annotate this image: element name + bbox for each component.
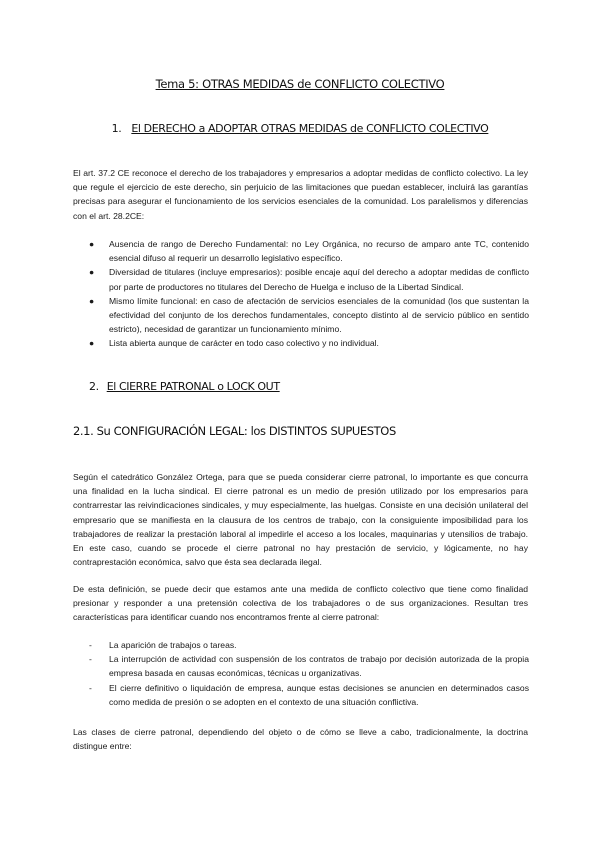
bullet-text: Diversidad de titulares (incluye empresarios): posible encaje aquí del derecho a adoptar medidas de conflicto por parte de productores no titulares del Derecho de Huelga e incluso de la Libertad Sindical. bbox=[109, 267, 529, 292]
dash-icon: - bbox=[89, 682, 92, 693]
list-item bbox=[89, 681, 529, 709]
bullet-icon: ● bbox=[89, 267, 95, 278]
list-item bbox=[89, 638, 529, 652]
section-2-1-paragraph-3: Las clases de cierre patronal, dependiendo del objeto o de cómo se lleve a cabo, tradicionalmente, la doctrina distingue entre: bbox=[73, 727, 528, 752]
bullet-icon: ● bbox=[89, 338, 95, 349]
list-item bbox=[89, 265, 529, 293]
dash-text: El cierre definitivo o liquidación de empresa, aunque estas decisiones se anuncien en determinados casos como medida de presión o se adopten en el contexto de una situación conflictiva. bbox=[109, 682, 529, 707]
section-2-number: 2. bbox=[89, 380, 99, 393]
bullet-icon: ● bbox=[89, 295, 95, 306]
section-1-number: 1. bbox=[111, 122, 122, 135]
section-1-bullet-list bbox=[89, 237, 529, 351]
dash-icon: - bbox=[89, 640, 92, 650]
section-2-1-dash-list bbox=[89, 638, 529, 709]
dash-icon: - bbox=[89, 654, 92, 665]
document-title: Tema 5: OTRAS MEDIDAS de CONFLICTO COLECTIVO bbox=[155, 77, 445, 91]
section-1-title: El DERECHO a ADOPTAR OTRAS MEDIDAS de CONFLICTO COLECTIVO bbox=[131, 122, 489, 135]
dash-text: La interrupción de actividad con suspensión de los contratos de trabajo por decisión autorizada de la propia empresa basada en causas económicas, técnicas u organizativas. bbox=[109, 654, 529, 679]
bullet-text: Lista abierta aunque de carácter en todo caso colectivo y no individual. bbox=[109, 338, 379, 349]
section-2-1-paragraph-2: De esta definición, se puede decir que estamos ante una medida de conflicto colectivo que tiene como finalidad presionar y responder a una pretensión colectiva de los trabajadores o de sus organizaciones. Resultan tres características para identificar cuando nos encontramos frente al cierre patronal: bbox=[73, 584, 528, 623]
section-2-1-heading: 2.1. Su CONFIGURACIÓN LEGAL: los DISTINTOS SUPUESTOS bbox=[73, 424, 396, 438]
section-2-1-paragraph-1: Según el catedrático González Ortega, para que se pueda considerar cierre patronal, lo importante es que concurra una finalidad en la lucha sindical. El cierre patronal es un medio de presión utilizado por los empresarios para contrarrestar las reivindicaciones sindicales, y muy especialmente, las huelgas. Consiste en una decisión unilateral del empresario que se manifiesta en la clausura de los centros de trabajo, con la consiguiente imposibilidad para los trabajadores de realizar la prestación laboral al impedirle el acceso a los locales, maquinarias y utensilios de trabajo. En este caso, cuando se procede el cierre patronal no hay prestación de servicio, y lógicamente, no hay contraprestación económica, salvo que ésta sea declarada ilegal. bbox=[73, 472, 528, 568]
bullet-text: Ausencia de rango de Derecho Fundamental: no Ley Orgánica, no recurso de amparo ante TC, contenido esencial difuso al requerir un desarrollo legislativo específico. bbox=[109, 239, 529, 264]
bullet-text: Mismo límite funcional: en caso de afectación de servicios esenciales de la comunidad (los que sustentan la efectividad del conjunto de los derechos fundamentales, concepto distinto al de servicio público en sentido estricto), necesidad de garantizar un funcionamiento mínimo. bbox=[109, 295, 529, 335]
section-2-title: El CIERRE PATRONAL o LOCK OUT bbox=[106, 380, 280, 393]
list-item bbox=[89, 294, 529, 337]
section-1-intro: El art. 37.2 CE reconoce el derecho de los trabajadores y empresarios a adoptar medidas de conflicto colectivo. La ley que regule el ejercicio de este derecho, sin perjuicio de las limitaciones que puedan establecer, incluirá las garantías precisas para asegurar el funcionamiento de los servicios esenciales de la comunidad. Los paralelismos y diferencias con el art. 28.2CE: bbox=[73, 168, 528, 221]
section-2-heading bbox=[89, 380, 280, 393]
section-1-heading bbox=[0, 122, 600, 135]
bullet-icon: ● bbox=[89, 239, 95, 249]
list-item bbox=[89, 336, 529, 350]
list-item bbox=[89, 652, 529, 680]
dash-text: La aparición de trabajos o tareas. bbox=[109, 640, 237, 650]
list-item bbox=[89, 237, 529, 265]
